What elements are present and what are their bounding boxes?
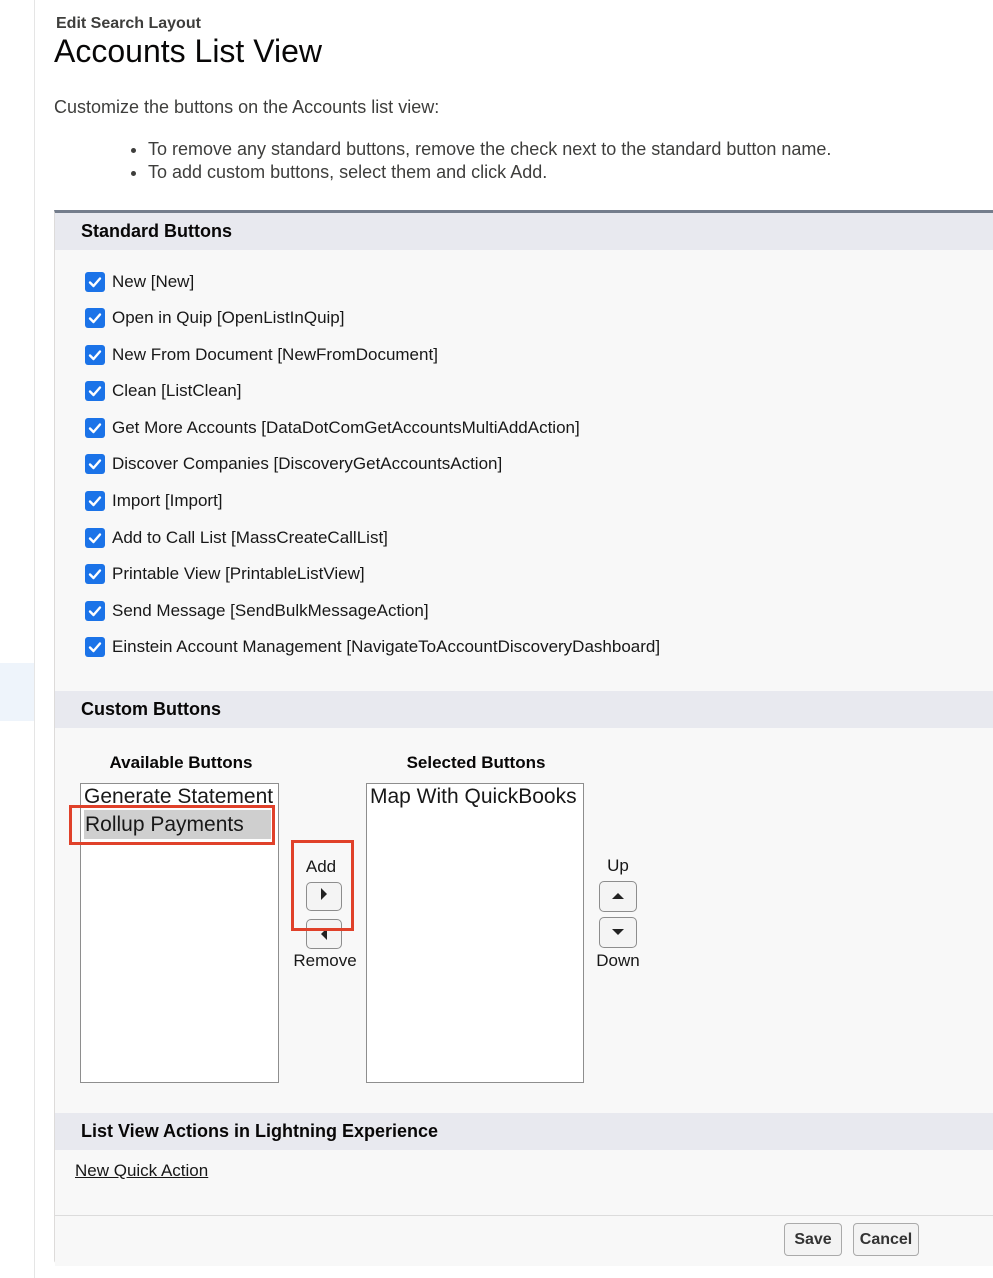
remove-label: Remove <box>293 951 357 970</box>
standard-button-label: Send Message [SendBulkMessageAction] <box>112 601 429 620</box>
standard-button-label: Printable View [PrintableListView] <box>112 564 365 583</box>
custom-buttons-title: Custom Buttons <box>81 699 221 719</box>
instruction-item: • To add custom buttons, select them and click Add. <box>148 161 831 184</box>
arrow-down-icon <box>611 924 625 942</box>
save-button[interactable]: Save <box>784 1223 842 1256</box>
standard-button-label: Clean [ListClean] <box>112 381 242 400</box>
standard-button-label: Import [Import] <box>112 491 223 510</box>
standard-button-label: New From Document [NewFromDocument] <box>112 345 438 364</box>
checkbox-checked-icon[interactable] <box>85 491 105 511</box>
up-label: Up <box>607 856 629 875</box>
standard-button-row-send-message[interactable] <box>85 600 429 622</box>
list-view-actions-title: List View Actions in Lightning Experience <box>81 1121 439 1141</box>
standard-button-row-add-to-call-list[interactable] <box>85 527 388 549</box>
available-buttons-label: Available Buttons <box>109 753 253 772</box>
list-option-generate-statement[interactable]: Generate Statement <box>84 785 274 808</box>
new-quick-action-link[interactable]: New Quick Action <box>75 1161 209 1180</box>
standard-button-label: Discover Companies [DiscoveryGetAccountsAction] <box>112 454 503 473</box>
down-label: Down <box>596 951 640 970</box>
add-label: Add <box>305 857 337 876</box>
checkbox-checked-icon[interactable] <box>85 418 105 438</box>
list-option-map-with-quickbooks[interactable]: Map With QuickBooks <box>370 785 577 808</box>
standard-button-row-new-from-document[interactable] <box>85 344 438 366</box>
standard-button-row-import[interactable] <box>85 490 223 512</box>
selected-buttons-listbox[interactable] <box>366 783 584 1083</box>
checkbox-checked-icon[interactable] <box>85 564 105 584</box>
instructions-list <box>130 138 831 184</box>
standard-button-label: New [New] <box>112 272 195 291</box>
highlight-box <box>291 840 354 931</box>
standard-button-row-open-in-quip[interactable] <box>85 307 344 329</box>
standard-button-row-get-more-accounts[interactable] <box>85 417 580 439</box>
move-down-button[interactable] <box>599 917 637 948</box>
checkbox-checked-icon[interactable] <box>85 528 105 548</box>
left-rail-selected-item[interactable] <box>0 663 34 721</box>
intro-text: Customize the buttons on the Accounts list view: <box>54 97 440 117</box>
breadcrumb: Edit Search Layout <box>56 15 201 32</box>
checkbox-checked-icon[interactable] <box>85 381 105 401</box>
page-title: Accounts List View <box>54 33 322 69</box>
standard-button-label: Open in Quip [OpenListInQuip] <box>112 308 345 327</box>
standard-buttons-title: Standard Buttons <box>81 221 232 241</box>
arrow-up-icon <box>611 888 625 906</box>
standard-button-label: Einstein Account Management [NavigateToAccountDiscoveryDashboard] <box>112 637 661 656</box>
checkbox-checked-icon[interactable] <box>85 308 105 328</box>
checkbox-checked-icon[interactable] <box>85 637 105 657</box>
standard-button-row-printable-view[interactable] <box>85 563 365 585</box>
standard-button-label: Get More Accounts [DataDotComGetAccountsMultiAddAction] <box>112 418 580 437</box>
instruction-item: • To remove any standard buttons, remove the check next to the standard button name. <box>148 138 831 161</box>
standard-button-row-discover-companies[interactable] <box>85 453 502 475</box>
move-up-button[interactable] <box>599 881 637 912</box>
list-option-rollup-payments[interactable]: Rollup Payments <box>84 810 271 839</box>
cancel-button[interactable]: Cancel <box>853 1223 919 1256</box>
standard-button-label: Add to Call List [MassCreateCallList] <box>112 528 388 547</box>
standard-button-row-einstein-account-management[interactable] <box>85 636 660 658</box>
checkbox-checked-icon[interactable] <box>85 272 105 292</box>
left-rail <box>0 0 35 1278</box>
standard-button-row-new[interactable] <box>85 271 194 293</box>
checkbox-checked-icon[interactable] <box>85 601 105 621</box>
standard-button-row-clean[interactable] <box>85 380 241 402</box>
checkbox-checked-icon[interactable] <box>85 454 105 474</box>
highlight-box <box>69 805 275 845</box>
checkbox-checked-icon[interactable] <box>85 345 105 365</box>
selected-buttons-label: Selected Buttons <box>406 753 546 772</box>
layout-panel <box>54 210 993 1264</box>
